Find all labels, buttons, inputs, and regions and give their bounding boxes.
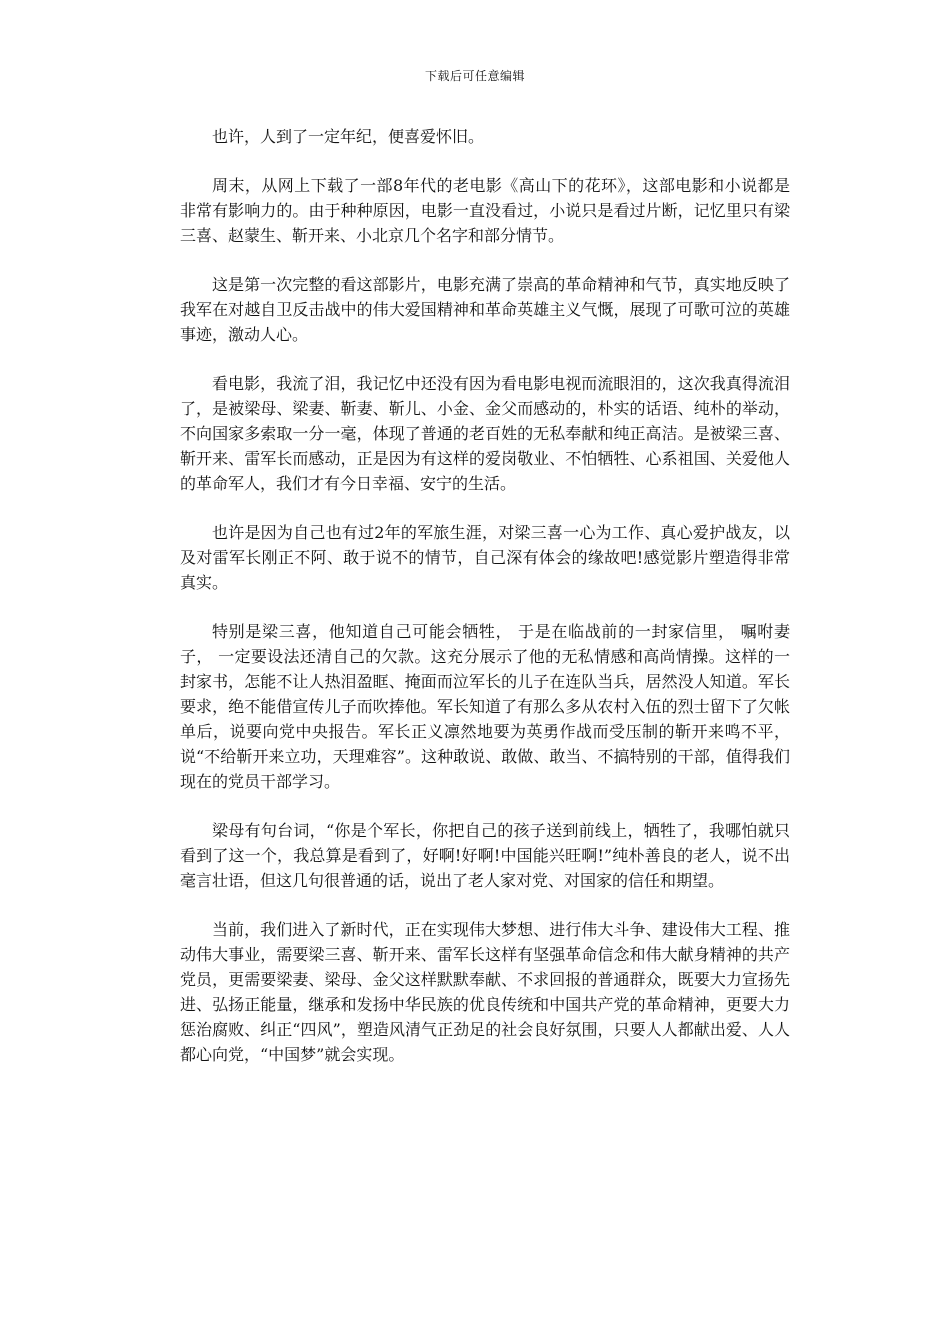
page-header: 下载后可任意编辑 (424, 69, 525, 83)
paragraph: 梁母有句台词，“你是个军长，你把自己的孩子送到前线上，牺牲了，我哪怕就只看到了这一个，我总算是看到了，好啊!好啊!中国能兴旺啊!”纯朴善良的老人，说不出毫言壮语，但这几句很普通的话，说出了老人家对党、对国家的信任和期望。 (180, 821, 790, 890)
paragraph: 也许，人到了一定年纪，便喜爱怀旧。 (212, 127, 485, 146)
paragraph: 看电影，我流了泪，我记忆中还没有因为看电影电视而流眼泪的，这次我真得流泪了，是被梁母、梁妻、靳妻、靳儿、小金、金父而感动的，朴实的话语、纯朴的举动，不向国家多索取一分一毫，体现了普通的老百姓的无私奉献和纯正高洁。是被梁三喜、靳开来、雷军长而感动，正是因为有这样的爱岗敬业、不怕牺牲、心系祖国、关爱他人的革命军人，我们才有今日幸福、安宁的生活。 (180, 374, 790, 493)
paragraph: 也许是因为自己也有过2年的军旅生涯，对梁三喜一心为工作、真心爱护战友，以及对雷军长刚正不阿、敢于说不的情节，自己深有体会的缘故吧!感觉影片塑造得非常真实。 (180, 523, 790, 592)
paragraph: 当前，我们进入了新时代，正在实现伟大梦想、进行伟大斗争、建设伟大工程、推动伟大事业，需要梁三喜、靳开来、雷军长这样有坚强革命信念和伟大献身精神的共产党员，更需要梁妻、梁母、金父这样默默奉献、不求回报的普通群众，既要大力宣扬先进、弘扬正能量，继承和发扬中华民族的优良传统和中国共产党的革命精神，更要大力惩治腐败、纠正“四风”，塑造风清气正劲足的社会良好氛围，只要人人都献出爱、人人都心向党，“中国梦”就会实现。 (180, 920, 790, 1064)
article-body (180, 124, 790, 1091)
paragraph: 周末，从网上下载了一部8年代的老电影《高山下的花环》，这部电影和小说都是非常有影响力的。由于种种原因，电影一直没看过，小说只是看过片断，记忆里只有梁三喜、赵蒙生、靳开来、小北京几个名字和部分情节。 (180, 176, 790, 245)
paragraph: 特别是梁三喜，他知道自己可能会牺牲， 于是在临战前的一封家信里， 嘱咐妻子， 一定要设法还清自己的欠款。这充分展示了他的无私情感和高尚情操。这样的一封家书，怎能不让人热泪盈眶、掩面而泣军长的儿子在连队当兵，居然没人知道。军长要求，绝不能借宣传儿子而吹捧他。军长知道了有那么多从农村入伍的烈士留下了欠帐单后，说要向党中央报告。军长正义凛然地要为英勇作战而受压制的靳开来鸣不平，说“不给靳开来立功，天理难容”。这种敢说、敢做、敢当、不搞特别的干部，值得我们现在的党员干部学习。 (180, 622, 790, 791)
paragraph: 这是第一次完整的看这部影片，电影充满了崇高的革命精神和气节，真实地反映了我军在对越自卫反击战中的伟大爱国精神和革命英雄主义气慨，展现了可歌可泣的英雄事迹，激动人心。 (180, 275, 790, 344)
